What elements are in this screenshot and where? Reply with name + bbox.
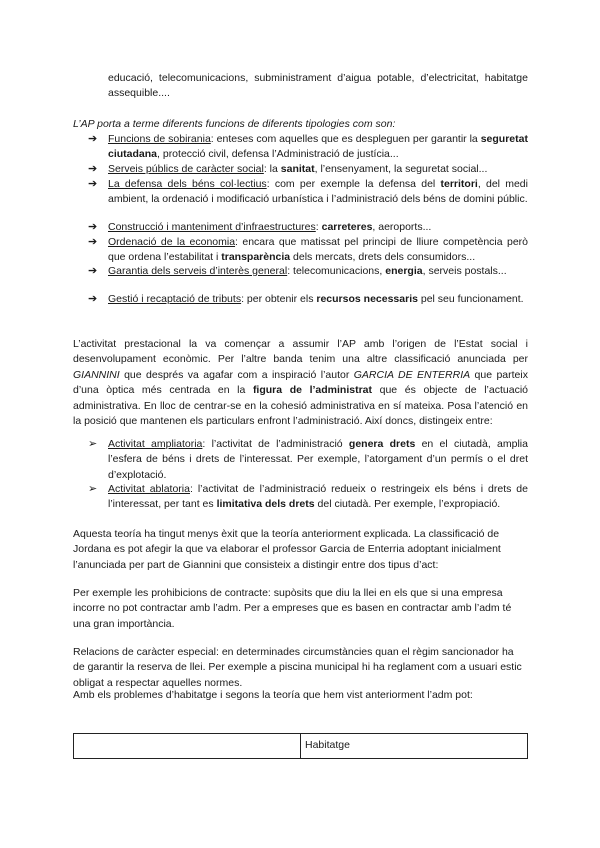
function-item	[88, 162, 528, 177]
arrow-bullet-icon: ➔	[88, 133, 98, 145]
intro-continuation: educació, telecomunicacions, subministrament d’aigua potable, d’electricitat, habitatge assequible....	[108, 72, 528, 100]
arrow-bullet-icon: ➔	[88, 293, 98, 305]
function-text: Construcció i manteniment d’infraestructures: carreteres, aeroports...	[108, 221, 432, 233]
paragraph-special-relations: Relacions de caràcter especial: en determinades circumstàncies quan el règim sancionador ha de garantir la reserva de llei. Per exemple a piscina municipal hi ha reglament com a usuari estic obligat a respectar aquelles normes.	[73, 646, 522, 689]
table-cell-habitatge: Habitatge	[301, 734, 528, 759]
function-text: Funcions de sobirania: enteses com aquelles que es despleguen per garantir la seguretat ciutadana, protecció civil, defensa l’Administració de justícia...	[108, 133, 528, 161]
paragraph-theory: Aquesta teoría ha tingut menys èxit que la teoría anteriorment explicada. La classificació de Jordana es pot afegir la que va elaborar el professor Garcia de Enterria adoptant inicialment l’anunciada per part de Giannini que consisteix a distingir entre dos tipus d’act:	[73, 528, 501, 571]
function-text: Gestió i recaptació de tributs: per obtenir els recursos necessaris pel seu funcionament.	[108, 293, 524, 305]
function-item	[88, 292, 528, 322]
function-item	[88, 177, 528, 222]
function-item	[88, 235, 528, 265]
arrowhead-bullet-icon: ➢	[88, 438, 98, 450]
arrow-bullet-icon: ➔	[88, 236, 98, 248]
function-item	[88, 264, 528, 294]
function-text: Ordenació de la economia: encara que matissat pel principi de lliure competència però que ordena l’estabilitat i transparència dels mercats, drets dels consumidors...	[108, 236, 528, 264]
arrow-bullet-icon: ➔	[88, 163, 98, 175]
paragraph-prohibitions: Per exemple les prohibicions de contracte: supòsits que diu la llei en els que si una empresa incorre no pot contractar amb l’adm. Per a empreses que es basen en contractar amb l’adm té una gran importància.	[73, 587, 512, 630]
activity-item	[88, 437, 528, 482]
paragraph-housing: Amb els problemes d’habitatge i segons la teoría que hem vist anteriorment l’adm pot:	[73, 689, 473, 701]
function-item	[88, 220, 528, 235]
function-item	[88, 132, 528, 162]
functions-heading: L’AP porta a terme diferents funcions de diferents tipologies com son:	[73, 118, 396, 130]
housing-table	[73, 733, 528, 759]
arrow-bullet-icon: ➔	[88, 178, 98, 190]
arrow-bullet-icon: ➔	[88, 221, 98, 233]
arrowhead-bullet-icon: ➢	[88, 483, 98, 495]
activity-item	[88, 482, 528, 512]
table-cell-empty	[74, 734, 301, 759]
function-text: Garantia dels serveis d’interès general: telecomunicacions, energia, serveis postals...	[108, 265, 507, 277]
arrow-bullet-icon: ➔	[88, 265, 98, 277]
function-text: Serveis públics de caràcter social: la sanitat, l’ensenyament, la seguretat social...	[108, 163, 488, 175]
activity-text: Activitat ablatoria: l’activitat de l’administració redueix o restringeix els béns i drets de l’interessat, per tant es limitativa dels drets del ciutadà. Per exemple, l’expropiació.	[108, 483, 528, 511]
paragraph-classification: L’activitat prestacional la va començar a assumir l’AP amb l’origen de l’Estat social i desenvolupament econòmic. Per l’altre banda tenim una altre classificació anunciada per GIANNINI que després va agafar com a inspiració l’autor GARCIA DE ENTERRIA que parteix d’una òptica més centrada en la figura de l’administrat que és objecte de l’actuació administrativa. En lloc de centrar-se en la cohesió administrativa en sí mateixa. Posa l’atenció en la posició que mantenen els particulars enfront l’administració. Així doncs, distingeix entre:	[73, 338, 528, 428]
activity-text: Activitat ampliatoria: l’activitat de l’administració genera drets en el ciutadà, amplia l’esfera de béns i drets de l’interessat. Per exemple, l’atorgament d’un permís o el dret d’explotació.	[108, 438, 528, 481]
table-row	[74, 734, 528, 759]
function-text: La defensa dels béns col·lectius: com per exemple la defensa del territori, del medi ambient, la ordenació i modificació urbanística i l’administració dels béns de domini públic.	[108, 178, 528, 206]
